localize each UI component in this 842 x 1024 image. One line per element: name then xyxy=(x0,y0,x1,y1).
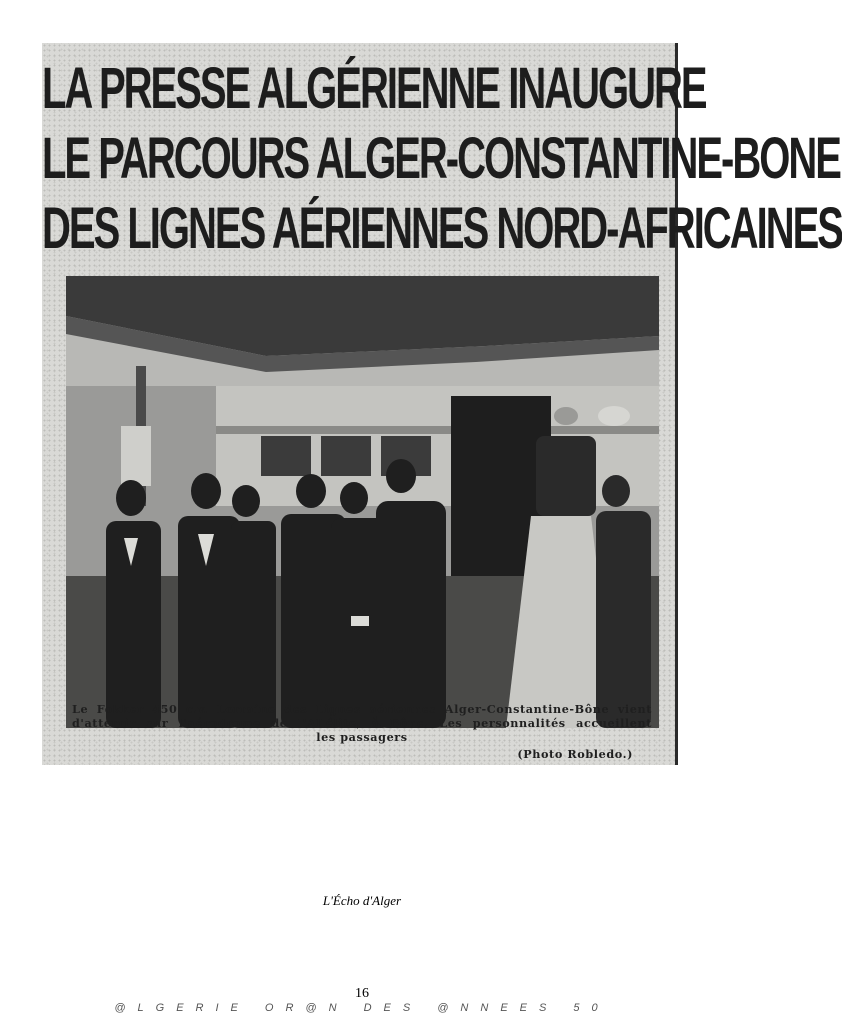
headline-line-2: LE PARCOURS ALGER-CONSTANTINE-BONE xyxy=(42,127,840,191)
page-number: 16 xyxy=(355,986,369,1001)
newspaper-clipping xyxy=(42,43,842,765)
airplane-photo xyxy=(66,276,659,728)
footer-banner: @LGERIE OR@N DES @NNEES 50 xyxy=(114,1002,610,1014)
caption-line-1: Le Fokker 450 c.v. Lorraine des Lignes aériennes Alger-Constantine-Bône vient xyxy=(72,702,652,716)
newspaper-source: L'Écho d'Alger xyxy=(322,893,402,908)
caption-line-2: d'atterrir sur l'aérodrome de l'Allélite, à Bône. Les personnalités accueillent xyxy=(72,716,652,730)
photo-credit: (Photo Robledo.) xyxy=(517,747,633,761)
headline-line-3: DES LIGNES AÉRIENNES NORD-AFRICAINES xyxy=(42,197,842,261)
headline-line-1: LA PRESSE ALGÉRIENNE INAUGURE xyxy=(42,57,706,121)
photo-caption xyxy=(72,702,652,744)
caption-line-3: les passagers xyxy=(316,730,408,744)
